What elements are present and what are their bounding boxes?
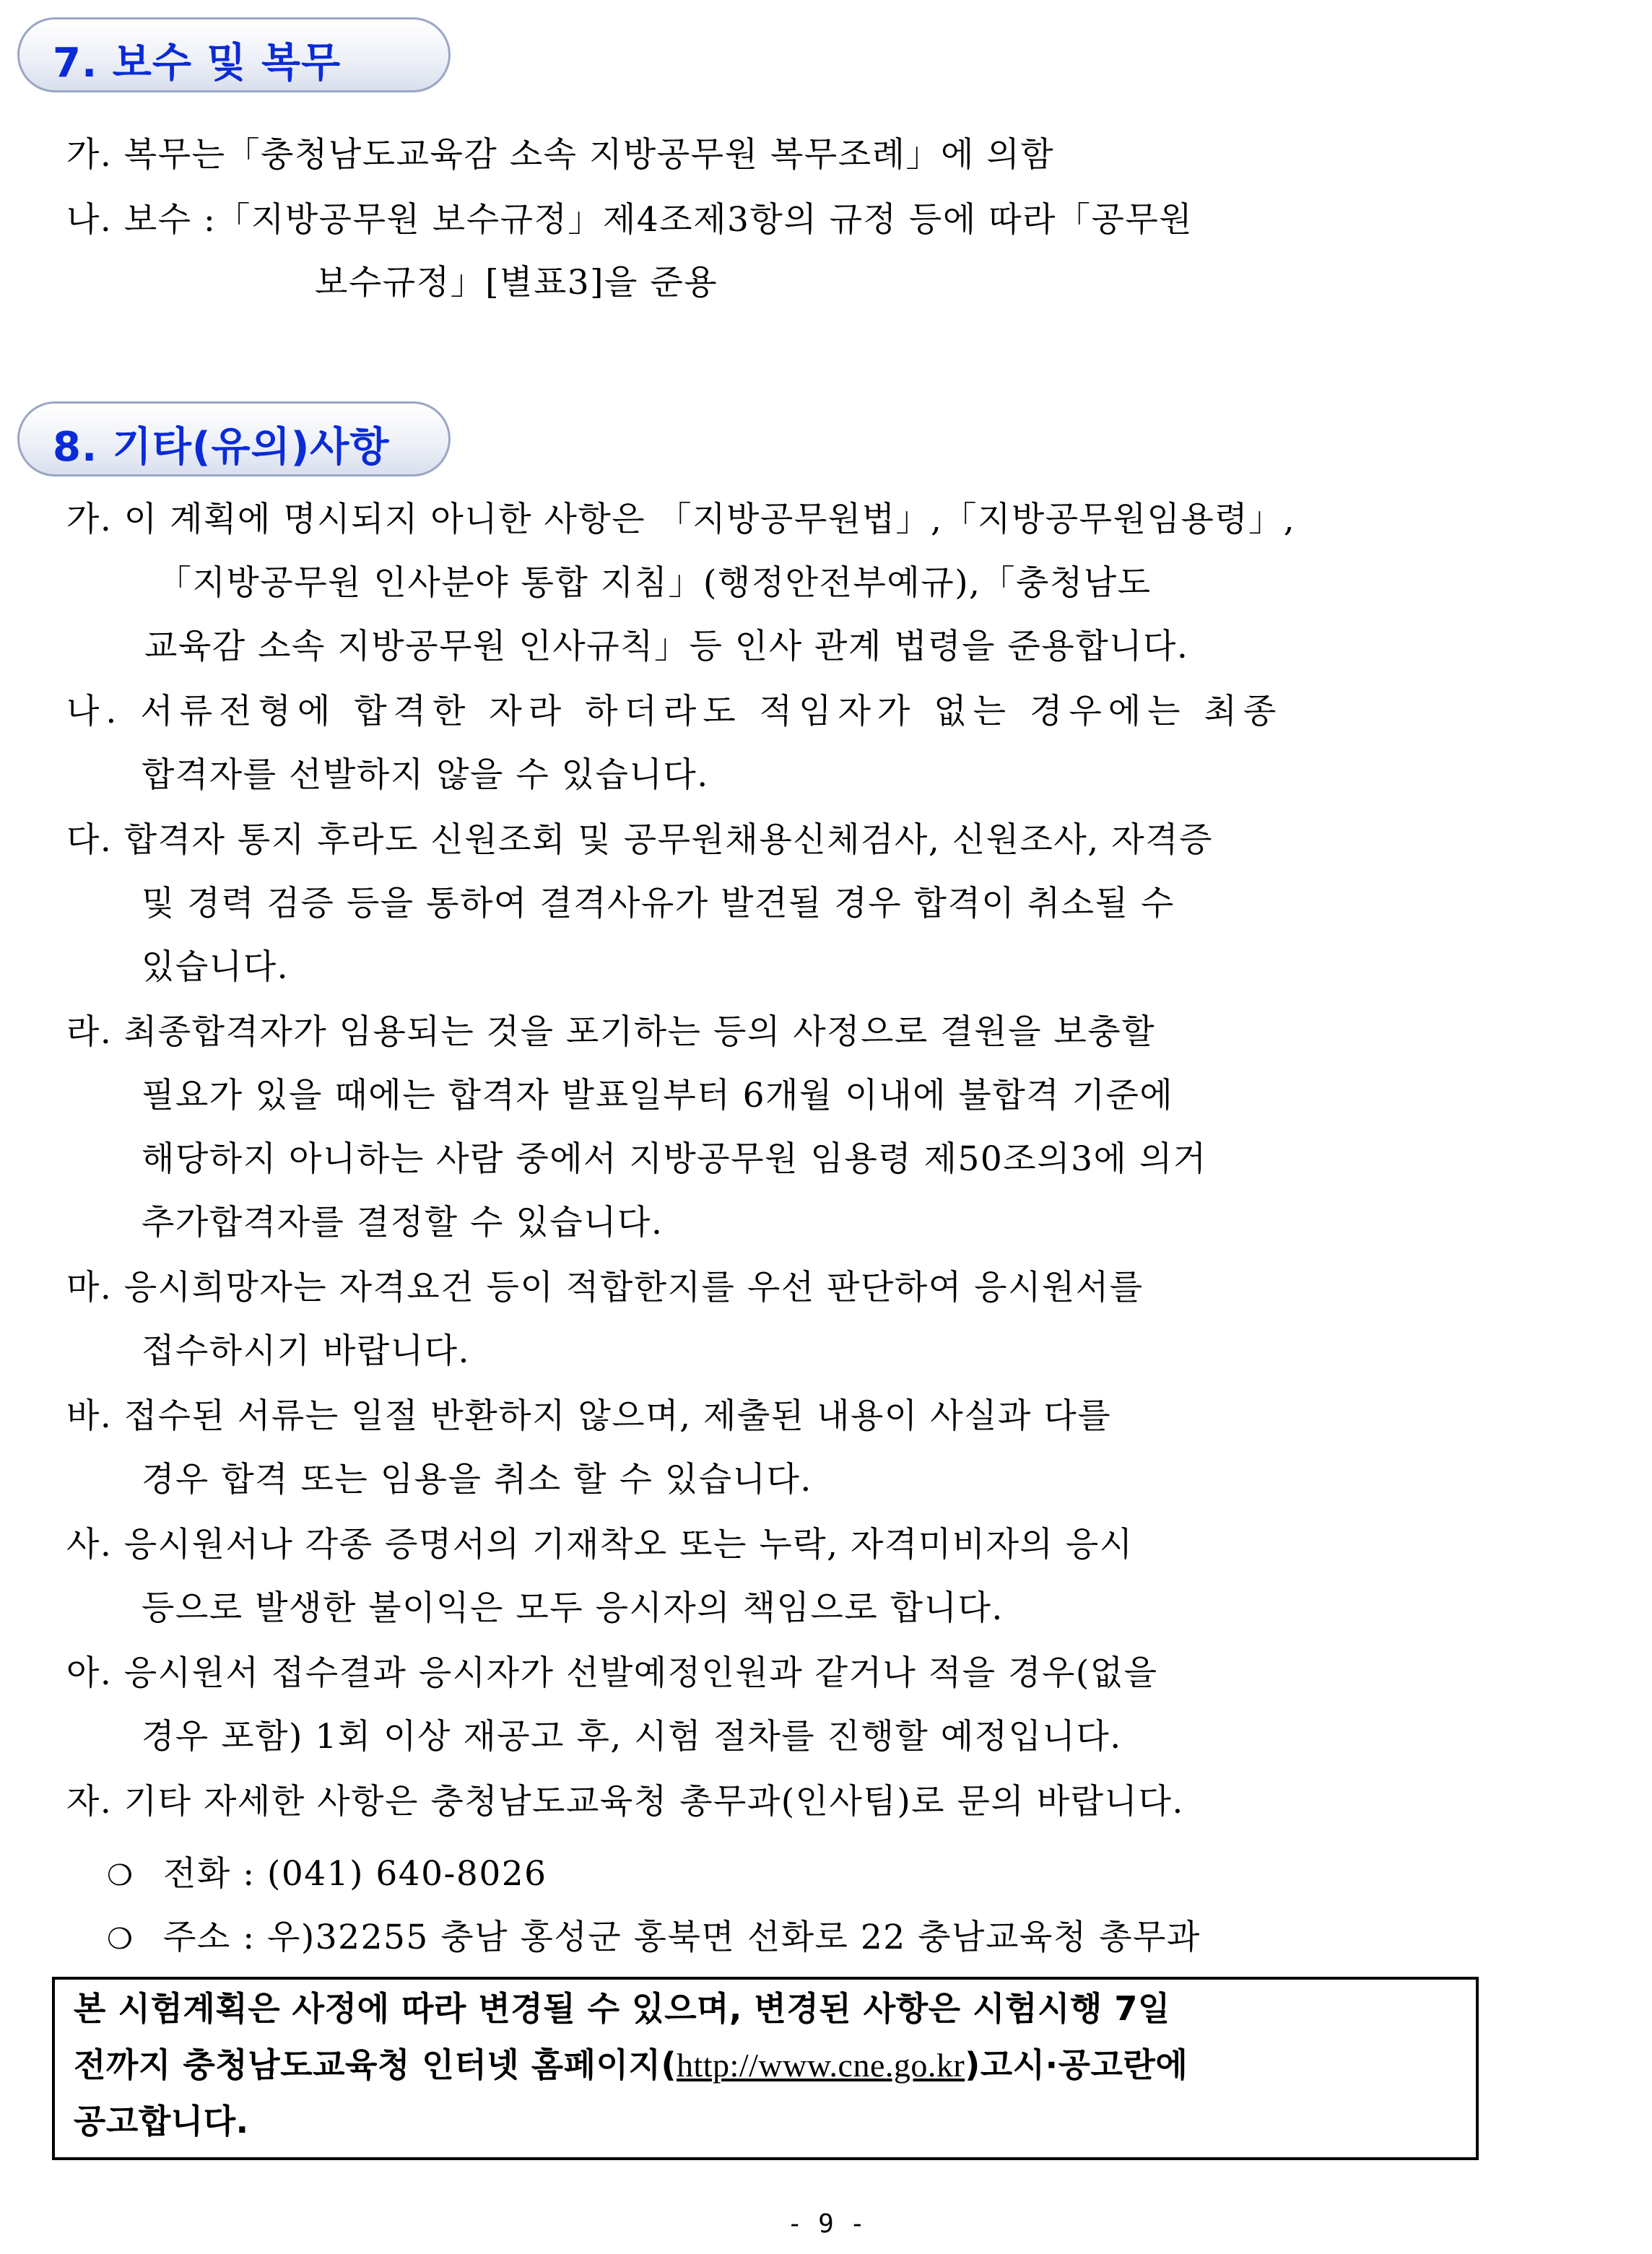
circle-bullet-icon: ❍ <box>107 1859 134 1892</box>
section8-line-a-2: 경우 포함) 1회 이상 재공고 후, 시험 절차를 진행할 예정입니다. <box>142 1717 1122 1757</box>
section8-line-ra-1: 라. 최종합격자가 임용되는 것을 포기하는 등의 사정으로 결원을 보충할 <box>66 1012 1156 1052</box>
section8-line-sa-1: 사. 응시원서나 각종 증명서의 기재착오 또는 누락, 자격미비자의 응시 <box>66 1525 1134 1565</box>
section8-line-da-1: 다. 합격자 통지 후라도 신원조회 및 공무원채용신체검사, 신원조사, 자격증 <box>66 820 1213 860</box>
section8-line-na-1: 나. 서류전형에 합격한 자라 하더라도 적임자가 없는 경우에는 최종 <box>66 692 1283 731</box>
section8-line-ga-3: 교육감 소속 지방공무원 인사규칙」등 인사 관계 법령을 준용합니다. <box>144 627 1189 666</box>
notice-line-2 <box>74 2043 1188 2087</box>
section8-line-sa-2: 등으로 발생한 불이익은 모두 응시자의 책임으로 합니다. <box>142 1588 1004 1628</box>
section7-line-ga: 가. 복무는「충청남도교육감 소속 지방공무원 복무조례」에 의함 <box>66 135 1055 175</box>
section7-line-na: 나. 보수 :「지방공무원 보수규정」제4조제3항의 규정 등에 따라「공무원 <box>66 200 1194 240</box>
notice-line-1: 본 시험계획은 사정에 따라 변경될 수 있으며, 변경된 사항은 시험시행 7일 <box>74 1989 1170 2028</box>
section7-title: 7. 보수 및 복무 <box>53 40 342 87</box>
section8-title: 8. 기타(유의)사항 <box>53 424 390 471</box>
page-number: - 9 - <box>786 2209 866 2239</box>
contact-phone <box>107 1853 547 1897</box>
section7-line-na-cont: 보수규정」[별표3]을 준용 <box>315 263 718 303</box>
section8-line-ja: 자. 기타 자세한 사항은 충청남도교육청 총무과(인사팀)로 문의 바랍니다. <box>66 1782 1184 1822</box>
contact-phone-text: 전화 : (041) 640-8026 <box>163 1854 547 1894</box>
notice-box <box>52 1977 1479 2160</box>
section8-line-ra-4: 추가합격자를 결정할 수 있습니다. <box>142 1203 664 1243</box>
section8-line-ma-2: 접수하시기 바랍니다. <box>142 1331 470 1371</box>
section8-line-na-2: 합격자를 선발하지 않을 수 있습니다. <box>142 755 709 795</box>
section8-line-da-2: 및 경력 검증 등을 통하여 결격사유가 발견될 경우 합격이 취소될 수 <box>142 884 1175 923</box>
section8-line-da-3: 있습니다. <box>142 947 290 987</box>
section8-line-a-1: 아. 응시원서 접수결과 응시자가 선발예정인원과 같거나 적을 경우(없을 <box>66 1653 1158 1693</box>
section8-line-ba-1: 바. 접수된 서류는 일절 반환하지 않으며, 제출된 내용이 사실과 다를 <box>66 1396 1112 1436</box>
circle-bullet-icon: ❍ <box>107 1923 134 1956</box>
section7-heading <box>17 17 451 92</box>
section8-line-ba-2: 경우 합격 또는 임용을 취소 할 수 있습니다. <box>142 1460 812 1500</box>
section8-heading <box>17 401 451 477</box>
notice-line-2-post: )고시·공고란에 <box>965 2045 1188 2084</box>
section8-line-ga-1: 가. 이 계획에 명시되지 아니한 사항은 「지방공무원법」,「지방공무원임용령」, <box>66 500 1296 539</box>
section8-line-ga-2: 「지방공무원 인사분야 통합 지침」(행정안전부예규),「충청남도 <box>157 563 1152 603</box>
contact-address <box>107 1916 1201 1961</box>
section8-line-ra-3: 해당하지 아니하는 사람 중에서 지방공무원 임용령 제50조의3에 의거 <box>142 1139 1207 1179</box>
notice-line-2-pre: 전까지 충청남도교육청 인터넷 홈페이지( <box>74 2045 677 2084</box>
section8-line-ra-2: 필요가 있을 때에는 합격자 발표일부터 6개월 이내에 불합격 기준에 <box>142 1076 1174 1115</box>
notice-line-3: 공고합니다. <box>74 2102 249 2141</box>
homepage-link[interactable]: http://www.cne.go.kr <box>676 2047 965 2084</box>
section8-line-ma-1: 마. 응시희망자는 자격요건 등이 적합한지를 우선 판단하여 응시원서를 <box>66 1268 1144 1307</box>
contact-address-text: 주소 : 우)32255 충남 홍성군 홍북면 선화로 22 충남교육청 총무과 <box>163 1918 1201 1957</box>
